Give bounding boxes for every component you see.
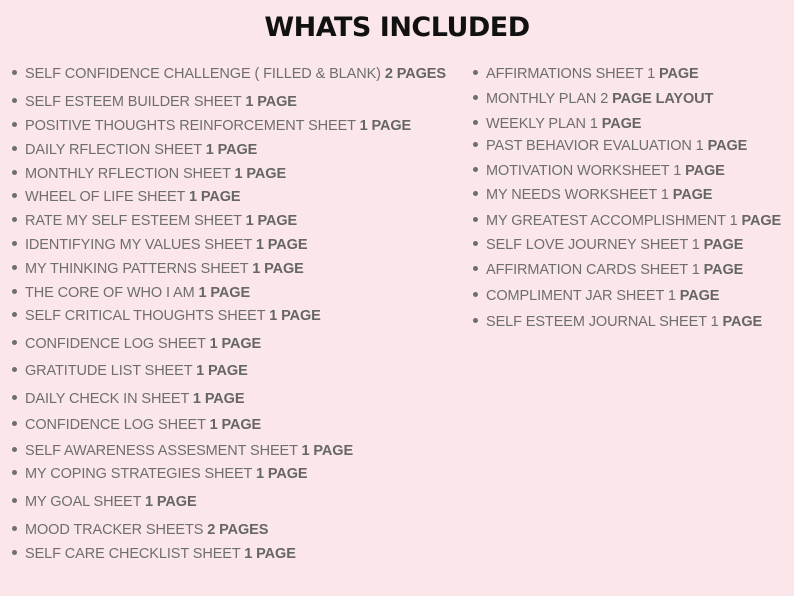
- item-page-count: 1 PAGE: [205, 142, 258, 158]
- item-page-count: 1 PAGE: [188, 189, 241, 205]
- page-title: WHATS INCLUDED: [264, 12, 530, 43]
- bullet-icon: [12, 289, 17, 294]
- bullet-icon: [473, 217, 478, 222]
- item-label: CONFIDENCE LOG SHEET: [25, 336, 210, 352]
- list-item: [473, 212, 781, 230]
- bullet-icon: [12, 122, 17, 127]
- bullet-icon: [12, 367, 17, 372]
- item-page-count: 1 PAGE: [234, 166, 287, 182]
- list-item: [12, 465, 307, 483]
- bullet-icon: [473, 241, 478, 246]
- list-item: [12, 65, 446, 83]
- list-item: [12, 493, 197, 511]
- item-page-count: 1 PAGE: [255, 237, 308, 253]
- list-item: [12, 212, 297, 230]
- item-page-count: 1 PAGE: [145, 494, 197, 510]
- item-label: WEEKLY PLAN 1: [486, 116, 602, 132]
- bullet-icon: [12, 550, 17, 555]
- bullet-icon: [473, 120, 478, 125]
- item-label: MOTIVATION WORKSHEET 1: [486, 163, 686, 179]
- list-item: [12, 416, 261, 434]
- list-item: [12, 307, 321, 325]
- item-label: SELF AWARENESS ASSESMENT SHEET: [25, 443, 302, 459]
- bullet-icon: [12, 395, 17, 400]
- bullet-icon: [12, 146, 17, 151]
- list-item: [12, 117, 411, 135]
- item-page-count: PAGE: [703, 262, 744, 278]
- item-label: SELF CARE CHECKLIST SHEET: [25, 546, 245, 562]
- item-page-count: 1 PAGE: [192, 391, 245, 407]
- item-label: SELF ESTEEM BUILDER SHEET: [25, 94, 246, 110]
- bullet-icon: [12, 70, 17, 75]
- item-label: MY COPING STRATEGIES SHEET: [25, 466, 256, 482]
- item-label: GRATITUDE LIST SHEET: [25, 363, 197, 379]
- bullet-icon: [473, 167, 478, 172]
- item-page-count: PAGE: [703, 237, 744, 253]
- item-page-count: 1 PAGE: [209, 336, 262, 352]
- list-item: [473, 313, 762, 331]
- item-label: PAST BEHAVIOR EVALUATION 1: [486, 138, 708, 154]
- item-label: WHEEL OF LIFE SHEET: [25, 189, 189, 205]
- item-page-count: PAGE: [722, 314, 763, 330]
- bullet-icon: [12, 447, 17, 452]
- bullet-icon: [473, 95, 478, 100]
- bullet-icon: [473, 292, 478, 297]
- item-label: MONTHLY RFLECTION SHEET: [25, 166, 235, 182]
- item-page-count: PAGE: [659, 66, 699, 82]
- list-item: [12, 545, 296, 563]
- item-page-count: PAGE: [601, 116, 642, 132]
- list-item: [473, 90, 713, 108]
- list-item: [473, 115, 641, 133]
- bullet-icon: [12, 265, 17, 270]
- item-label: MY GOAL SHEET: [25, 494, 146, 510]
- item-page-count: PAGE: [741, 213, 782, 229]
- item-label: SELF ESTEEM JOURNAL SHEET 1: [486, 314, 723, 330]
- item-page-count: 1 PAGE: [244, 546, 296, 562]
- list-item: [12, 141, 257, 159]
- list-item: [12, 442, 353, 460]
- list-item: [473, 236, 743, 254]
- bullet-icon: [12, 98, 17, 103]
- item-label: COMPLIMENT JAR SHEET 1: [486, 288, 680, 304]
- bullet-icon: [12, 526, 17, 531]
- bullet-icon: [473, 142, 478, 147]
- bullet-icon: [473, 318, 478, 323]
- bullet-icon: [473, 191, 478, 196]
- list-item: [12, 236, 307, 254]
- list-item: [473, 261, 743, 279]
- bullet-icon: [473, 266, 478, 271]
- item-page-count: 1 PAGE: [196, 363, 248, 379]
- item-label: RATE MY SELF ESTEEM SHEET: [25, 213, 246, 229]
- list-item: [12, 521, 268, 539]
- item-page-count: PAGE LAYOUT: [612, 91, 714, 107]
- list-item: [12, 165, 286, 183]
- item-label: AFFIRMATIONS SHEET 1: [486, 66, 659, 82]
- item-page-count: 2 PAGES: [384, 66, 446, 82]
- item-page-count: 1 PAGE: [359, 118, 412, 134]
- bullet-icon: [12, 340, 17, 345]
- list-item: [473, 65, 699, 83]
- bullet-icon: [12, 193, 17, 198]
- item-page-count: 1 PAGE: [198, 285, 251, 301]
- list-item: [12, 390, 244, 408]
- item-page-count: 1 PAGE: [209, 417, 262, 433]
- item-label: DAILY RFLECTION SHEET: [25, 142, 206, 158]
- item-page-count: 1 PAGE: [245, 213, 298, 229]
- item-page-count: PAGE: [672, 187, 713, 203]
- item-label: SELF CRITICAL THOUGHTS SHEET: [25, 308, 270, 324]
- item-label: MY NEEDS WORKSHEET 1: [486, 187, 673, 203]
- item-label: THE CORE OF WHO I AM: [25, 285, 199, 301]
- bullet-icon: [12, 241, 17, 246]
- bullet-icon: [12, 217, 17, 222]
- item-page-count: 1 PAGE: [255, 466, 308, 482]
- item-label: MOOD TRACKER SHEETS: [25, 522, 208, 538]
- item-label: MY GREATEST ACCOMPLISHMENT 1: [486, 213, 742, 229]
- item-label: AFFIRMATION CARDS SHEET 1: [486, 262, 704, 278]
- bullet-icon: [12, 498, 17, 503]
- item-page-count: 1 PAGE: [301, 443, 354, 459]
- list-item: [473, 162, 725, 180]
- list-item: [12, 260, 304, 278]
- list-item: [473, 137, 747, 155]
- bullet-icon: [473, 70, 478, 75]
- item-page-count: 1 PAGE: [252, 261, 304, 277]
- item-page-count: PAGE: [685, 163, 725, 179]
- list-item: [12, 188, 241, 206]
- item-label: DAILY CHECK IN SHEET: [25, 391, 193, 407]
- bullet-icon: [12, 421, 17, 426]
- item-page-count: PAGE: [707, 138, 748, 154]
- item-label: POSITIVE THOUGHTS REINFORCEMENT SHEET: [25, 118, 360, 134]
- bullet-icon: [12, 170, 17, 175]
- item-page-count: 2 PAGES: [207, 522, 269, 538]
- list-item: [12, 362, 248, 380]
- list-item: [473, 287, 719, 305]
- list-item: [12, 93, 297, 111]
- item-label: MY THINKING PATTERNS SHEET: [25, 261, 253, 277]
- list-item: [473, 186, 712, 204]
- item-label: CONFIDENCE LOG SHEET: [25, 417, 210, 433]
- list-item: [12, 335, 261, 353]
- list-item: [12, 284, 250, 302]
- item-label: IDENTIFYING MY VALUES SHEET: [25, 237, 256, 253]
- item-label: SELF CONFIDENCE CHALLENGE ( FILLED & BLANK): [25, 66, 385, 82]
- bullet-icon: [12, 470, 17, 475]
- item-label: SELF LOVE JOURNEY SHEET 1: [486, 237, 704, 253]
- item-label: MONTHLY PLAN 2: [486, 91, 613, 107]
- item-page-count: PAGE: [679, 288, 720, 304]
- bullet-icon: [12, 312, 17, 317]
- item-page-count: 1 PAGE: [245, 94, 297, 110]
- item-page-count: 1 PAGE: [269, 308, 321, 324]
